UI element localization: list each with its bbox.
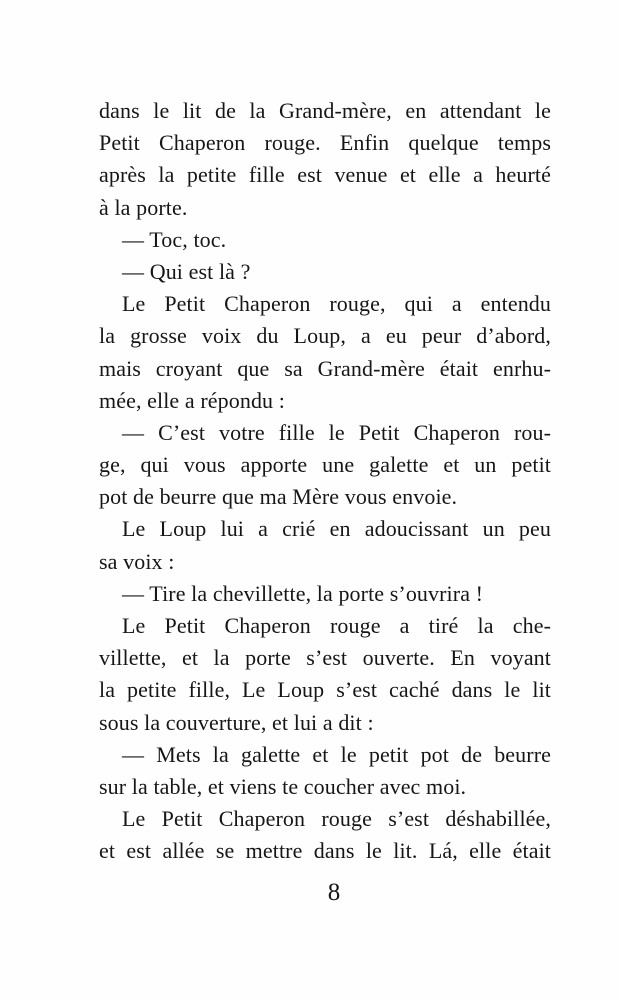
text-line: Le Petit Chaperon rouge, qui a entendu bbox=[122, 291, 551, 317]
text-line: — Qui est là ? bbox=[122, 258, 251, 284]
page-number: 8 bbox=[327, 879, 341, 906]
text-line: — Mets la galette et le petit pot de beurre bbox=[122, 741, 551, 767]
text-line: — Tire la chevillette, la porte s’ouvrira ! bbox=[122, 580, 484, 606]
text-line: mais croyant que sa Grand-mère était enrhu- bbox=[99, 355, 551, 381]
text-line: villette, et la porte s’est ouverte. En voyant bbox=[99, 645, 551, 671]
text-line: — Toc, toc. bbox=[122, 226, 227, 252]
text-line: sa voix : bbox=[99, 548, 175, 574]
text-line: Le Petit Chaperon rouge s’est déshabillée, bbox=[122, 806, 551, 832]
text-line: — C’est votre fille le Petit Chaperon rou- bbox=[122, 419, 551, 445]
text-line: Petit Chaperon rouge. Enfin quelque temps bbox=[99, 130, 551, 156]
text-line: Le Loup lui a crié en adoucissant un peu bbox=[122, 516, 551, 542]
text-line: la petite fille, Le Loup s’est caché dans le lit bbox=[99, 677, 551, 703]
text-line: Le Petit Chaperon rouge a tiré la che- bbox=[122, 613, 551, 638]
text-line: dans le lit de la Grand-mère, en attendant le bbox=[99, 98, 551, 123]
text-line: pot de beurre que ma Mère vous envoie. bbox=[99, 484, 458, 510]
text-line: sur la table, et viens te coucher avec moi. bbox=[99, 773, 467, 799]
text-line: sous la couverture, et lui a dit : bbox=[99, 709, 374, 735]
text-line: après la petite fille est venue et elle a heurté bbox=[99, 162, 551, 188]
text-line: ge, qui vous apporte une galette et un petit bbox=[99, 452, 551, 478]
text-line: mée, elle a répondu : bbox=[99, 387, 285, 413]
text-line: la grosse voix du Loup, a eu peur d’abord, bbox=[99, 323, 551, 349]
text-line: et est allée se mettre dans le lit. Lá, elle était bbox=[99, 838, 551, 864]
text-line: à la porte. bbox=[99, 194, 188, 220]
body-text bbox=[99, 95, 551, 868]
